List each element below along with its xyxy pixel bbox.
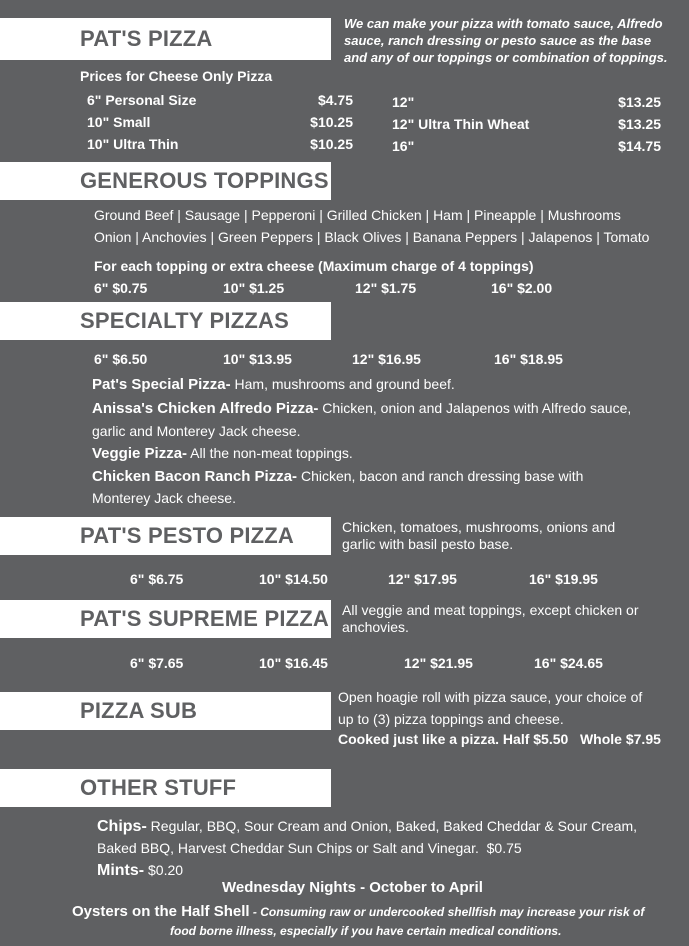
- size-price: $4.75: [317, 92, 353, 108]
- size-price: $10.25: [310, 114, 353, 130]
- chips-desc: Regular, BBQ, Sour Cream and Onion, Baked, Baked Cheddar & Sour Cream,: [146, 818, 638, 834]
- specialty-item: [92, 400, 631, 417]
- size-label: 12" Ultra Thin Wheat: [392, 116, 530, 132]
- pesto-price: 10" $14.50: [259, 571, 328, 587]
- supreme-banner: [0, 600, 331, 638]
- topping-price: 12" $1.75: [355, 280, 417, 296]
- size-price: $13.25: [618, 116, 661, 132]
- mints-name: Mints-: [97, 862, 145, 879]
- specialty-item-name: Chicken Bacon Ranch Pizza-: [92, 468, 298, 485]
- supreme-desc: All veggie and meat toppings, except chicken or anchovies.: [342, 602, 639, 635]
- size-label: 10" Small: [87, 114, 151, 130]
- pesto-banner: [0, 517, 331, 555]
- chips-name: Chips-: [97, 818, 147, 835]
- other-title: OTHER STUFF: [80, 775, 237, 800]
- specialty-item-desc: Ham, mushrooms and ground beef.: [230, 376, 455, 392]
- specialty-item-name: Veggie Pizza-: [92, 445, 188, 462]
- size-label: 12": [392, 94, 415, 110]
- sub-desc-line: up to (3) pizza toppings and cheese.: [338, 711, 564, 727]
- other-banner: [0, 769, 331, 807]
- supreme-price: 16" $24.65: [534, 655, 603, 671]
- toppings-line: Onion | Anchovies | Green Peppers | Black Olives | Banana Peppers | Jalapenos | Tomato: [94, 229, 650, 245]
- pesto-price: 16" $19.95: [529, 571, 598, 587]
- supreme-title: PAT'S SUPREME PIZZA: [80, 606, 330, 631]
- specialty-item-desc: Chicken, onion and Jalapenos with Alfredo sauce,: [318, 400, 632, 416]
- pats-pizza-title: PAT'S PIZZA: [80, 26, 213, 51]
- pesto-title: PAT'S PESTO PIZZA: [80, 523, 294, 548]
- size-price: $13.25: [618, 94, 661, 110]
- oysters-name: Oysters on the Half Shell: [72, 903, 250, 920]
- supreme-price: 6" $7.65: [130, 655, 184, 671]
- specialty-item-desc: Monterey Jack cheese.: [92, 490, 236, 506]
- pesto-price: 6" $6.75: [130, 571, 184, 587]
- topping-charge-heading: For each topping or extra cheese (Maximum charge of 4 toppings): [94, 258, 534, 274]
- supreme-price: 10" $16.45: [259, 655, 328, 671]
- specialty-price: 16" $18.95: [494, 351, 563, 367]
- specialty-item-name: Anissa's Chicken Alfredo Pizza-: [92, 400, 319, 417]
- chips-desc: Baked BBQ, Harvest Cheddar Sun Chips or Salt and Vinegar. $0.75: [97, 840, 522, 856]
- oysters-warning: - Consuming raw or undercooked shellfish may increase your risk of: [249, 905, 645, 919]
- wednesday-nights: Wednesday Nights - October to April: [222, 879, 483, 896]
- oysters-warning: food borne illness, especially if you have certain medical conditions.: [170, 924, 562, 938]
- specialty-price: 10" $13.95: [223, 351, 292, 367]
- specialty-item-desc: garlic and Monterey Jack cheese.: [92, 423, 301, 439]
- mints-item: [97, 862, 183, 880]
- pats-pizza-banner: [0, 18, 331, 60]
- prices-heading: Prices for Cheese Only Pizza: [80, 68, 273, 84]
- specialty-item: [92, 445, 353, 462]
- size-label: 6" Personal Size: [87, 92, 197, 108]
- toppings-line: Ground Beef | Sausage | Pepperoni | Grilled Chicken | Ham | Pineapple | Mushrooms: [94, 207, 621, 223]
- chips-item: [97, 818, 637, 836]
- specialty-price: 6" $6.50: [94, 351, 148, 367]
- sub-banner: [0, 692, 331, 730]
- sub-desc-line: Open hoagie roll with pizza sauce, your choice of: [338, 689, 643, 705]
- specialty-item-name: Pat's Special Pizza-: [92, 376, 231, 393]
- toppings-banner: [0, 162, 331, 200]
- size-price: $14.75: [618, 138, 661, 154]
- pats-pizza-blurb: We can make your pizza with tomato sauce, Alfredo sauce, ranch dressing or pesto sauce as the base and any of our toppings or combination of toppings.: [344, 16, 668, 65]
- specialty-title: SPECIALTY PIZZAS: [80, 308, 289, 333]
- specialty-price: 12" $16.95: [352, 351, 421, 367]
- pesto-price: 12" $17.95: [388, 571, 457, 587]
- specialty-item-desc: Chicken, bacon and ranch dressing base with: [297, 468, 584, 484]
- sub-desc-line: Cooked just like a pizza. Half $5.50 Whole $7.95: [338, 731, 661, 747]
- pesto-desc: Chicken, tomatoes, mushrooms, onions and garlic with basil pesto base.: [342, 519, 616, 552]
- topping-price: 6" $0.75: [94, 280, 148, 296]
- sub-title: PIZZA SUB: [80, 698, 198, 723]
- specialty-item: [92, 376, 455, 393]
- size-price: $10.25: [310, 136, 353, 152]
- toppings-title: GENEROUS TOPPINGS: [80, 168, 329, 193]
- oysters-item: [72, 903, 644, 920]
- supreme-price: 12" $21.95: [404, 655, 473, 671]
- size-label: 10" Ultra Thin: [87, 136, 179, 152]
- specialty-banner: [0, 302, 331, 340]
- specialty-item: [92, 468, 583, 485]
- size-label: 16": [392, 138, 415, 154]
- topping-price: 16" $2.00: [491, 280, 553, 296]
- specialty-item-desc: All the non-meat toppings.: [187, 445, 353, 461]
- mints-price: $0.20: [144, 862, 184, 878]
- topping-price: 10" $1.25: [223, 280, 285, 296]
